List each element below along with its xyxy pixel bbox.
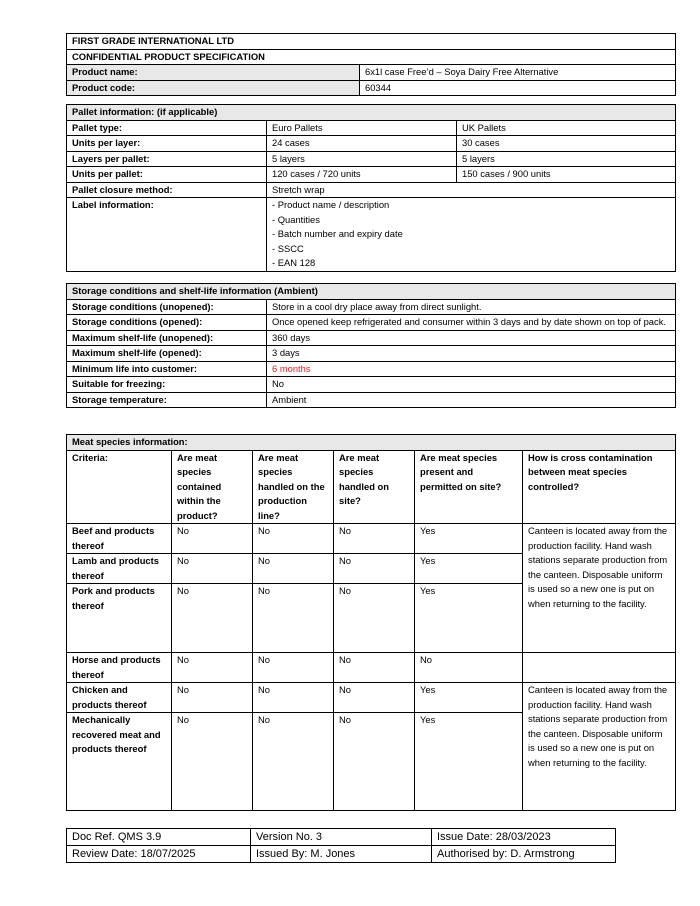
label-info-list [267,198,676,272]
pallet-section-title: Pallet information: (if applicable) [67,105,676,121]
table-row [67,683,676,713]
storage-section-title: Storage conditions and shelf-life information (Ambient) [67,284,676,300]
meat-cell: No [172,524,253,554]
product-name-value: 6x1l case Free’d – Soya Dairy Free Alternative [360,65,676,81]
issued-by: Issued By: M. Jones [251,846,432,863]
meat-cell: No [172,713,253,811]
version-number: Version No. 3 [251,829,432,846]
pallet-euro-value: Euro Pallets [267,120,457,136]
meat-section-title: Meat species information: [67,435,676,451]
storage-row-label: Maximum shelf-life (unopened): [67,330,267,346]
storage-row-label: Storage conditions (opened): [67,315,267,331]
meat-criteria: Pork and products thereof [67,584,172,653]
meat-criteria: Lamb and products thereof [67,554,172,584]
storage-table [66,283,676,408]
meat-criteria: Horse and products thereof [67,653,172,683]
pallet-table [66,104,676,272]
meat-cell: No [334,554,415,584]
authorised-by: Authorised by: D. Armstrong [432,846,616,863]
meat-cell: No [253,554,334,584]
cross-contamination-control: Canteen is located away from the production facility. Hand wash stations separate production from the canteen. Disposable uniform is used so a new one is put on when returning to the facility. [523,524,676,653]
label-info-label: Label information: [67,198,267,272]
pallet-row-label: Units per layer: [67,136,267,152]
company-name: FIRST GRADE INTERNATIONAL LTD [67,34,676,50]
meat-cell: Yes [415,554,523,584]
table-row [67,524,676,554]
product-code-value: 60344 [360,80,676,96]
meat-cell: Yes [415,683,523,713]
meat-header-cell: How is cross contamination between meat species controlled? [523,450,676,524]
pallet-row-label: Pallet type: [67,120,267,136]
header-table [66,33,676,96]
meat-cell: No [172,554,253,584]
storage-row-value: Store in a cool dry place away from direct sunlight. [267,299,676,315]
meat-header-cell: Are meat species present and permitted on site? [415,450,523,524]
storage-row-label: Storage conditions (unopened): [67,299,267,315]
meat-cell: No [253,653,334,683]
storage-row-label: Storage temperature: [67,392,267,408]
meat-cell: Yes [415,584,523,653]
meat-cell: No [415,653,523,683]
meat-cell: Yes [415,713,523,811]
meat-cell: No [334,524,415,554]
meat-header-cell: Are meat species contained within the product? [172,450,253,524]
pallet-uk-value: 5 layers [457,151,676,167]
storage-row-value: Once opened keep refrigerated and consumer within 3 days and by date shown on top of pack. [267,315,676,331]
pallet-euro-value: 5 layers [267,151,457,167]
doc-ref: Doc Ref. QMS 3.9 [67,829,251,846]
document-title: CONFIDENTIAL PRODUCT SPECIFICATION [67,49,676,65]
meat-cell: No [334,713,415,811]
table-row [67,653,676,683]
meat-cell: No [334,653,415,683]
pallet-euro-value: 24 cases [267,136,457,152]
empty-cell [523,653,676,683]
meat-header-cell: Criteria: [67,450,172,524]
storage-row-label: Suitable for freezing: [67,377,267,393]
pallet-uk-value: 30 cases [457,136,676,152]
minimum-life-value: 6 months [267,361,676,377]
meat-header-cell: Are meat species handled on the production line? [253,450,334,524]
storage-row-value: Ambient [267,392,676,408]
meat-cell: No [253,683,334,713]
storage-row-label: Minimum life into customer: [67,361,267,377]
cross-contamination-control: Canteen is located away from the production facility. Hand wash stations separate production from the canteen. Disposable uniform is used so a new one is put on when returning to the facility. [523,683,676,811]
pallet-uk-value: 150 cases / 900 units [457,167,676,183]
storage-row-value: No [267,377,676,393]
review-date: Review Date: 18/07/2025 [67,846,251,863]
meat-cell: No [253,713,334,811]
pallet-closure-value: Stretch wrap [267,182,676,198]
storage-row-value: 360 days [267,330,676,346]
meat-criteria: Chicken and products thereof [67,683,172,713]
meat-cell: Yes [415,524,523,554]
meat-cell: No [172,653,253,683]
meat-species-table [66,434,676,811]
meat-cell: No [253,524,334,554]
meat-criteria: Beef and products thereof [67,524,172,554]
pallet-row-label: Layers per pallet: [67,151,267,167]
product-code-label: Product code: [67,80,360,96]
product-name-label: Product name: [67,65,360,81]
meat-cell: No [172,683,253,713]
meat-cell: No [253,584,334,653]
meat-cell: No [334,683,415,713]
meat-cell: No [172,584,253,653]
meat-cell: No [334,584,415,653]
storage-row-label: Maximum shelf-life (opened): [67,346,267,362]
pallet-closure-label: Pallet closure method: [67,182,267,198]
label-info-item: - Quantities [272,213,320,225]
pallet-euro-value: 120 cases / 720 units [267,167,457,183]
pallet-uk-value: UK Pallets [457,120,676,136]
meat-criteria: Mechanically recovered meat and products thereof [67,713,172,811]
pallet-row-label: Units per pallet: [67,167,267,183]
storage-row-value: 3 days [267,346,676,362]
meat-header-cell: Are meat species handled on site? [334,450,415,524]
label-info-item: - Batch number and expiry date [272,228,403,239]
label-info-item: - EAN 128 [272,257,316,268]
document-footer [66,828,616,863]
label-info-item: - Product name / description [272,199,390,210]
issue-date: Issue Date: 28/03/2023 [432,829,616,846]
label-info-item: - SSCC [272,242,304,254]
